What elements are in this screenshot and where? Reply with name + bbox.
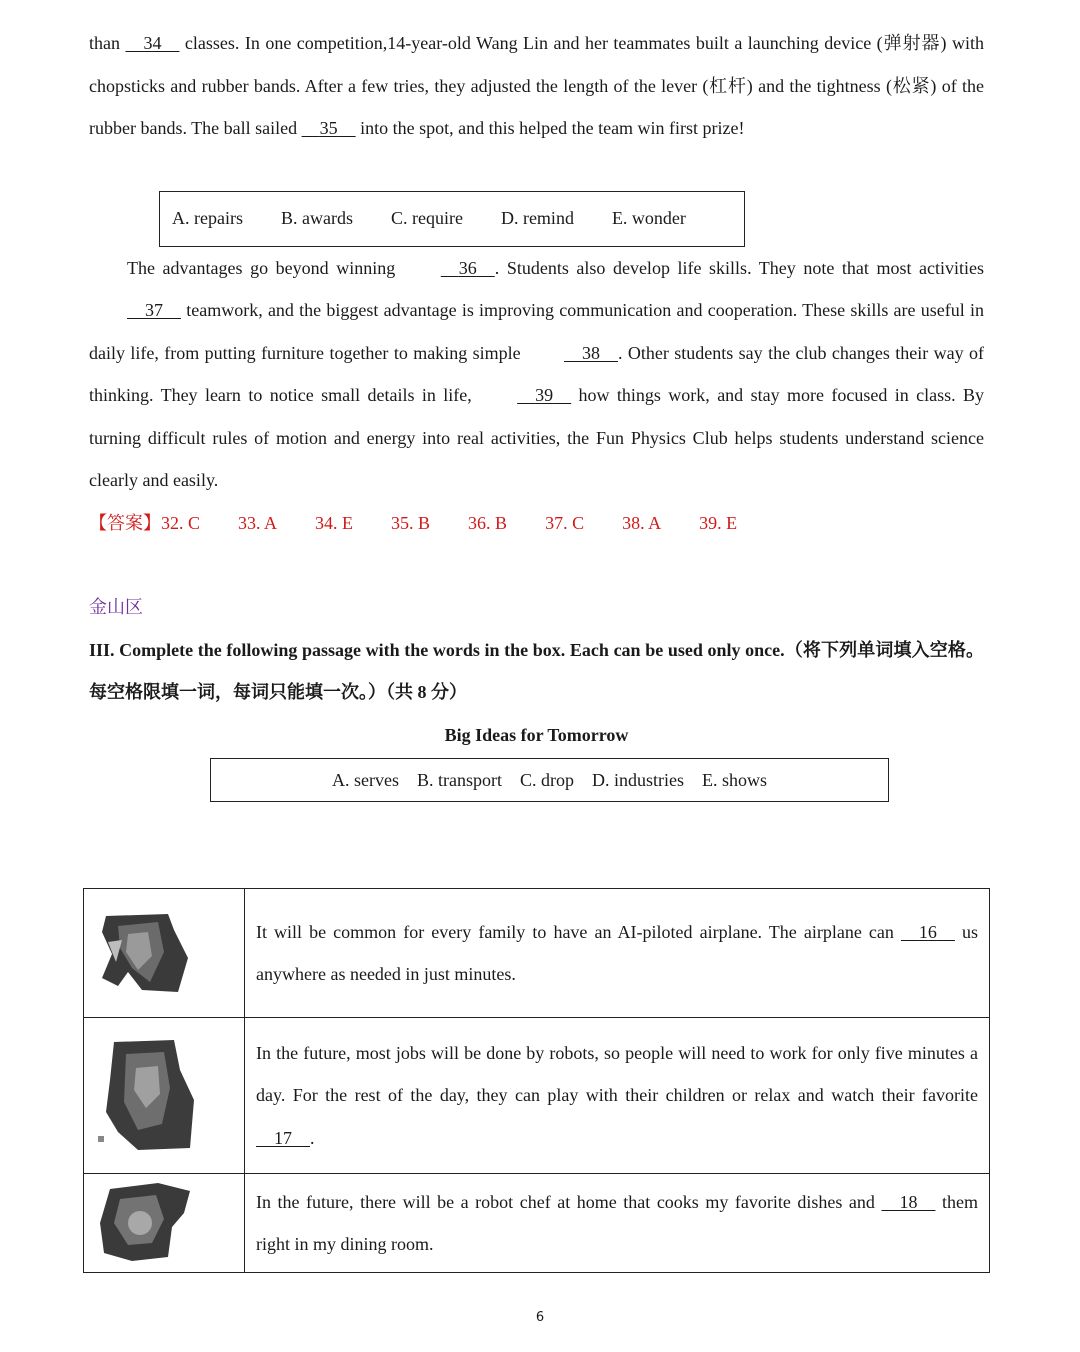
section-instruction: III. Complete the following passage with the words in the box. Each can be used only once.（将下列单词填入空格。每空格限填一词，每词只能填一次。）（共 8 分） — [89, 639, 984, 702]
word-option: D. remind — [500, 208, 574, 228]
blank-38: 38 — [582, 342, 600, 363]
blank-39: 39 — [535, 385, 554, 405]
word-box-1 — [159, 191, 745, 247]
document-page — [89, 22, 984, 802]
page-number: 6 — [535, 1310, 545, 1325]
image-cell — [84, 889, 245, 1018]
text-cell: In the future, most jobs will be done by robots, so people will need to work for only five minutes a day. For the rest of the day, they can play with their children or relax and watch their favorite 17 . — [245, 1018, 990, 1174]
word-option: B. transport — [416, 769, 502, 790]
word-option: C. drop — [519, 769, 574, 790]
robot-worker-portrait-image — [98, 1040, 198, 1152]
robot-chef-portrait-image — [98, 1183, 194, 1263]
blank-18: 18 — [899, 1191, 918, 1212]
image-cell — [84, 1174, 245, 1273]
word-option: E. wonder — [611, 208, 686, 228]
word-option: E. shows — [701, 769, 767, 790]
word-option: B. awards — [280, 208, 353, 228]
district-label: 金山区 — [89, 597, 143, 617]
answer-key: 【答案】32. C 33. A 34. E 35. B 36. B 37. C 38. A 39. E — [89, 512, 738, 533]
image-cell — [84, 1018, 245, 1174]
blank-37: 37 — [145, 300, 163, 320]
passage-title: Big Ideas for Tomorrow — [444, 724, 629, 745]
word-box-2 — [210, 758, 889, 802]
passage-paragraph-2: The advantages go beyond winning 36 . Students also develop life skills. They note that most activities 37 teamwork, and the biggest advantage is improving communication and cooperation. These skills are useful in daily life, from putting furniture together to making simple 38 . Other students say the club changes their way of thinking. They learn to notice small details in life, 39 how things work, and stay more focused in class. By turning difficult rules of motion and energy into real activities, the Fun Physics Club helps students understand science clearly and easily. — [89, 247, 984, 502]
passage-paragraph-1: than 34 classes. In one competition,14-year-old Wang Lin and her teammates built a launching device (弹射器) with chopsticks and rubber bands. After a few tries, they adjusted the length of the lever (杠杆) and the tightness (松紧) of the rubber bands. The ball sailed 35 into the spot, and this helped the team win first prize! — [89, 22, 984, 150]
text-cell: In the future, there will be a robot chef at home that cooks my favorite dishes and 18 them right in my dining room. — [245, 1174, 990, 1273]
airplane-portrait-image — [98, 912, 190, 994]
word-option: A. repairs — [172, 208, 243, 228]
blank-36: 36 — [458, 257, 477, 278]
table-row — [84, 1174, 990, 1273]
ideas-table — [83, 888, 990, 1273]
table-row — [84, 1018, 990, 1174]
blank-35: 35 — [319, 118, 338, 138]
table-row — [84, 889, 990, 1018]
blank-16: 16 — [918, 921, 937, 942]
word-option: A. serves — [332, 769, 399, 790]
blank-34: 34 — [143, 33, 162, 53]
word-option: D. industries — [591, 769, 684, 790]
word-option: C. require — [390, 208, 463, 228]
text-cell: It will be common for every family to have an AI-piloted airplane. The airplane can 16 us anywhere as needed in just minutes. — [245, 889, 990, 1018]
blank-17: 17 — [274, 1127, 292, 1148]
